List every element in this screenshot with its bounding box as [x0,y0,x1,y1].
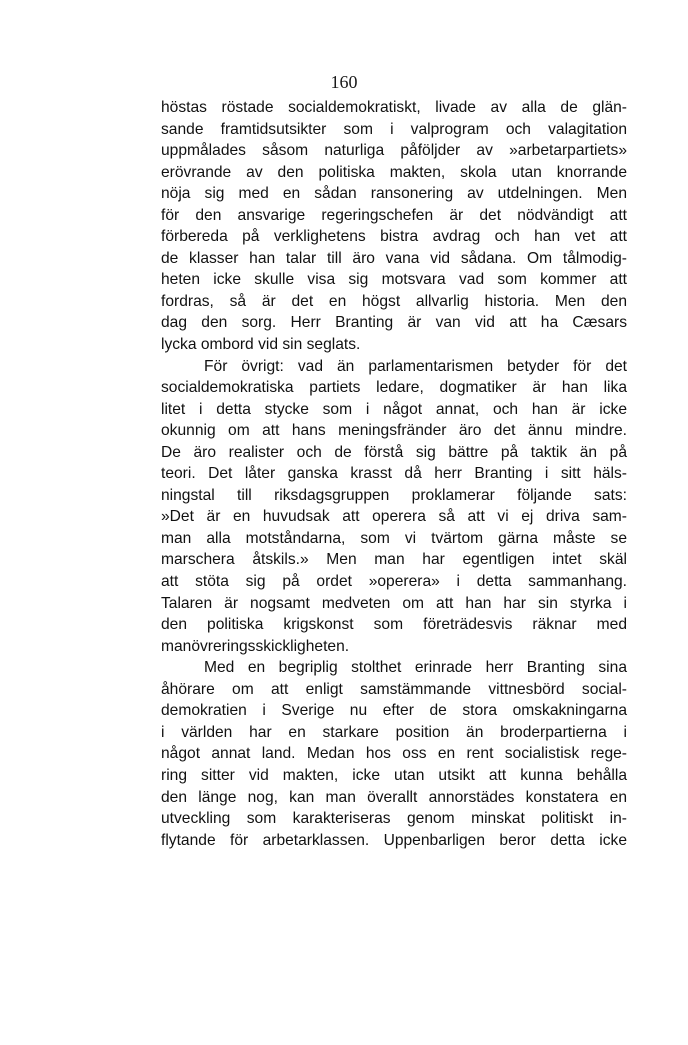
text-line: den politiska krigskonst som företrädesvis räknar med [161,616,627,634]
text-line: Talaren är nogsamt medveten om att han har sin styrka i [161,594,627,612]
text-line: demokratien i Sverige nu efter de stora omskakningarna [161,702,627,720]
text-line: uppmålades såsom naturliga påföljder av »arbetarpartiets» [161,142,627,160]
paragraph-start-line: För övrigt: vad än parlamentarismen betyder för det [204,357,627,375]
text-line: flytande för arbetarklassen. Uppenbarligen beror detta icke [161,831,627,849]
text-line: lycka ombord vid sin seglats. [161,336,361,354]
text-line: teori. Det låter ganska krasst då herr Branting i sitt häls- [161,465,627,483]
text-line: utveckling som karakteriseras genom minskat politiskt in- [161,810,627,828]
text-line: ring sitter vid makten, icke utan utsikt att kunna behålla [161,766,627,784]
text-line: i världen har en starkare position än broderpartierna i [161,723,627,741]
text-line: något annat land. Medan hos oss en rent socialistisk rege- [161,745,627,763]
text-line: »Det är en huvudsak att operera så att vi ej driva sam- [161,508,627,526]
text-line: fordras, så är det en högst allvarlig historia. Men den [161,292,627,310]
text-line: manövreringsskickligheten. [161,637,350,655]
text-line: att stöta sig på ordet »operera» i detta sammanhang. [161,573,627,591]
text-line: nöja sig med en sådan ransonering av utdelningen. Men [161,185,627,203]
text-line: höstas röstade socialdemokratiskt, livade av alla de glän- [161,99,627,116]
text-line: åhörare om att enligt samstämmande vittnesbörd social- [161,680,627,698]
text-line: De äro realister och de förstå sig bättre på taktik än på [161,443,627,461]
text-line: socialdemokratiska partiets ledare, dogmatiker är han lika [161,379,627,397]
text-line: ningstal till riksdagsgruppen proklamerar följande sats: [161,486,627,504]
text-line: marschera åtskils.» Men man har egentligen intet skäl [161,551,627,569]
text-line: sande framtidsutsikter som i valprogram och valagitation [161,120,627,138]
page-number: 160 [330,72,358,92]
body-text [161,97,627,851]
text-line: för den ansvarige regeringschefen är det nödvändigt att [161,206,627,224]
text-line: dag den sorg. Herr Branting är van vid att ha Cæsars [161,314,627,332]
text-line: förbereda på verklighetens bistra avdrag och han vet att [161,228,627,246]
text-line: erövrande av den politiska makten, skola utan knorrande [161,163,627,181]
text-line: man alla motståndarna, som vi tvärtom gärna måste se [161,529,627,547]
text-line: de klasser han talar till äro vana vid sådana. Om tålmodig- [161,249,627,267]
text-line: heten icke skulle visa sig motsvara vad som kommer att [161,271,627,289]
text-line: litet i detta stycke som i något annat, och han är icke [161,400,627,418]
text-line: okunnig om att hans meningsfränder äro det ännu mindre. [161,422,627,440]
paragraph-start-line: Med en begriplig stolthet erinrade herr Branting sina [204,659,627,677]
text-line: den länge nog, kan man överallt annorstädes konstatera en [161,788,627,806]
